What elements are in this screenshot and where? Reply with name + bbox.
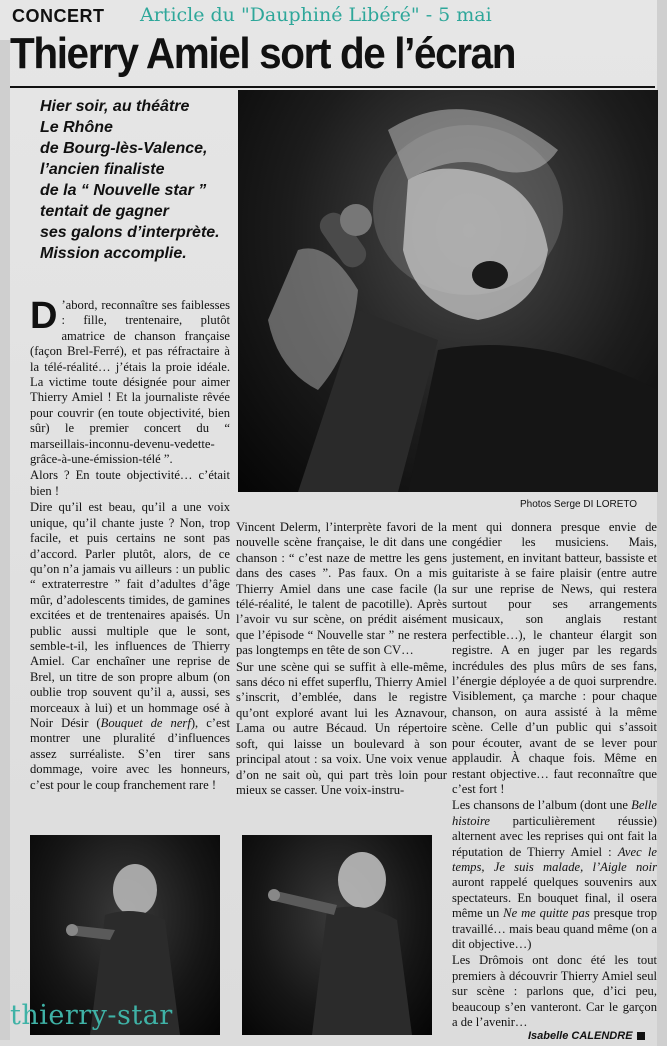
article-column-3 [452,520,657,1031]
watermark: thierry-star [10,1000,173,1031]
article-column-2 [236,520,447,799]
lead-line: l’ancien finaliste [40,161,165,178]
headline-rule [10,86,655,88]
author-byline: Isabelle CALENDRE [528,1030,645,1042]
paragraph: Alors ? En toute objectivité… c’était bien ! [30,468,230,498]
lead-line: de Bourg-lès-Valence, [40,140,208,157]
singer-closeup-illustration [238,90,658,492]
source-note: Article du "Dauphiné Libéré" - 5 mai [140,4,492,26]
lead-line: tentait de gagner [40,203,169,220]
lead-line: ses galons d’interprète. [40,224,220,241]
lead-line: de la “ Nouvelle star ” [40,182,207,199]
song-title: Belle histoire [452,798,657,828]
song-title: Bouquet de nerf [100,715,191,730]
paragraph: ment qui donnera presque envie de congédier les musiciens. Mais, justement, en invitant batteur, bassiste et guitariste à se faire plaisir (entre autre sur une reprise de News, qui restera surtout pour ses arrangements musicaux, son anglais restant perfectible…), le chanteur élargit son registre. A en juger par les regards incrédules des plus mûrs de ses fans, l’énergie déployée a de quoi surprendre. Visiblement, ça marche : pour chaque chanson, on aura assisté à la même scène. Celle d’un public qui s’assoit pour écouter, avant de se lever pour applaudir. À chaque fois. Même en restant objective… faut reconnaître que c’est fort ! [452,520,657,796]
main-concert-photo [238,90,658,492]
article-headline: Thierry Amiel sort de l’écran [10,29,516,78]
paragraph: Les Drômois ont donc été les tout premiers à découvrir Thierry Amiel seul sur scène : parlons que, d’ici peu, beaucoup s’en vanteront. Car le garçon a de l’avenir… [452,953,657,1029]
lead-line: Le Rhône [40,119,113,136]
photo-credit: Photos Serge DI LORETO [520,499,638,510]
paragraph: Les chansons de l’album (dont une Belle histoire particulièrement réussie) alternent avec les reprises qui ont fait la réputation de Thierry Amiel : Avec le temps, Je suis malade, l’Aigle noir auront rappelé quelques souvenirs aux spectateurs. En bouquet final, il osera même un Ne me quitte pas presque trop travaillé… mais beau quand même (on a dit objective…) [452,798,657,951]
paragraph: Sur une scène qui se suffit à elle-même, sans déco ni effet superflu, Thierry Amiel s’inscrit, d’emblée, dans le registre qu’ont exploré avant lui les Aznavour, Lama ou autre Bécaud. Un répertoire soft, qui laisse un boulevard à son principal atout : sa voix. Une voix venue d’on ne sait où, qui part très loin pour mieux se casser. Une voix-instru- [236,659,447,797]
end-of-article-mark [637,1032,645,1040]
lead-line: Hier soir, au théâtre [40,98,190,115]
paragraph: Dire qu’il est beau, qu’il a une voix unique, qu’il chante juste ? Non, trop facile, et puis certains ne sont pas d’accord. Parler plutôt, alors, de ce qu’on n’a jamais vu ailleurs : un public “ extraterrestre ” fait d’adultes d’âge mûr, d’adolescents timides, de gamines excitées et de trentenaires apaisés. Un public aussi multiple que le sont, semble-t-il, les influences de Thierry Amiel. Car enchaîner une reprise de Brel, un titre de son propre album (on oublie trop souvent qu’il a, aussi, ses morceaux à lui) et un hommage osé à Noir Désir (Bouquet de nerf), c’est montrer une pluralité d’influences assez surréaliste. S’en tirer sans dommage, voire avec les honneurs, c’est pour le coup franchement rare ! [30,500,230,792]
paragraph: D ’abord, reconnaître ses faiblesses : fille, trentenaire, plutôt amatrice de chanson française (façon Brel-Ferré), et pas réfractaire à la télé-réalité… j’étais la proie idéale. La victime toute désignée pour aimer Thierry Amiel ! Et la journaliste rêvée pour couvrir (en toute objectivité, bien sûr) le premier concert du “ marseillais-inconnu-devenu-vedette-grâce-à-une-émission-télé ”. [30,295,230,467]
singer-stage-illustration [242,835,432,1035]
article-column-1 [30,295,230,794]
lead-line: Mission accomplie. [40,245,187,262]
page-edge-left [0,40,10,1040]
song-titles: Avec le temps, Je suis malade, l’Aigle noir [452,844,657,874]
paragraph: Vincent Delerm, l’interprète favori de la nouvelle scène française, le dit dans une chanson : “ c’est naze de mettre les gens dans des cases ”. Pas faux. On a mis Thierry Amiel dans une case facile (la télé-réalité, le talent de pacotille). Après l’avoir vu sur scène, on prédit aisément que l’épisode “ Nouvelle star ” ne restera pas longtemps en tête de son CV… [236,520,447,658]
song-title: Ne me quitte pas [503,906,590,921]
drop-cap: D [30,295,58,337]
article-lead [40,96,240,264]
page-edge-right [657,0,667,1046]
stage-photo-right [242,835,432,1035]
section-rubric: CONCERT [12,6,105,26]
